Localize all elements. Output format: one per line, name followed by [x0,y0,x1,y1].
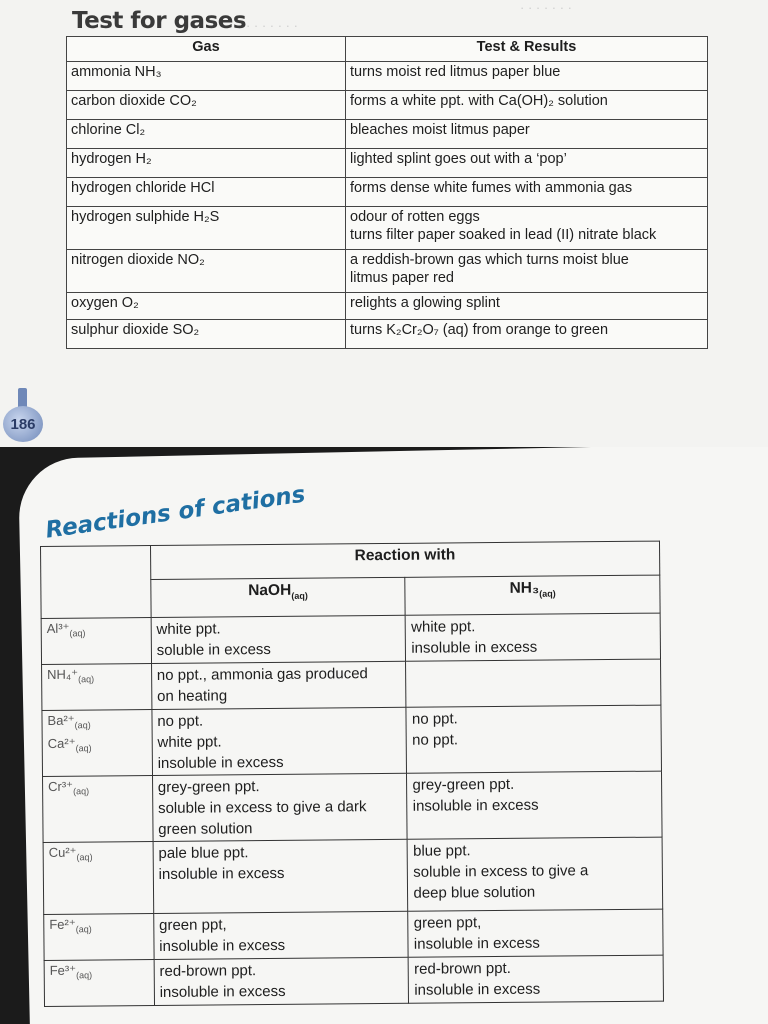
column-header-test: Test & Results [346,37,708,62]
reaction-line: grey-green ppt. [412,775,515,794]
reaction-line: blue ppt. [413,842,471,860]
reaction-line: insoluble in excess [414,980,541,999]
page-number: 186 [10,416,36,433]
reaction-line: pale blue ppt. [158,844,249,862]
table-row [41,613,660,664]
test-result-line: relights a glowing splint [350,295,500,311]
ion-label [50,961,149,984]
column-header-nh3 [405,575,660,615]
reaction-line: red-brown ppt. [159,962,257,980]
test-result-line: odour of rotten eggs [350,209,480,225]
test-result-cell [346,149,708,178]
ion-state: (aq) [69,628,86,639]
table-row [67,91,708,120]
reaction-line: white ppt. [156,620,221,638]
naoh-state: (aq) [291,590,308,601]
test-result-line: turns filter paper soaked in lead (II) nitrate black [350,227,657,243]
test-result-cell [346,178,708,207]
ion-cell [43,842,153,915]
ion-cell [44,960,154,1007]
ion-symbol: Ba²⁺ [47,712,75,728]
reaction-line: soluble in excess to give a dark [157,798,367,817]
reaction-line: no ppt., ammonia gas produced [156,665,368,684]
naoh-reaction-cell [152,707,407,775]
reaction-line: insoluble in excess [159,936,286,955]
reaction-line: soluble in excess [156,640,271,659]
test-result-line: bleaches moist litmus paper [350,122,530,138]
bleed-through-text: · · · · · · · [520,0,572,15]
table-row [43,837,663,914]
ion-symbol: Fe³⁺ [49,962,77,978]
reaction-line: insoluble in excess [411,638,538,657]
cation-table-body [41,613,663,1006]
gas-table-body [67,62,708,349]
gas-name-cell: nitrogen dioxide NO₂ [67,250,346,293]
test-result-cell [346,91,708,120]
ion-state: (aq) [76,852,93,863]
reaction-line: soluble in excess to give a [413,862,589,881]
naoh-label: NaOH [248,581,292,600]
table-row [42,705,662,776]
column-header-naoh [151,577,406,617]
table-row [42,659,661,710]
ion-label [47,665,146,688]
nh3-reaction-cell [407,837,662,911]
gas-test-table [66,36,708,349]
naoh-reaction-cell [153,839,408,913]
reaction-line: on heating [156,687,228,705]
nh3-reaction-cell [406,613,661,661]
reaction-line: grey-green ppt. [157,778,260,796]
gas-name-cell: hydrogen sulphide H₂S [67,207,346,250]
ion-state: (aq) [75,924,92,935]
ion-symbol: Cr³⁺ [48,778,74,794]
reaction-line: insoluble in excess [157,753,284,772]
table-row [67,62,708,91]
table-row [67,320,708,349]
gas-name-cell: chlorine Cl₂ [67,120,346,149]
ion-cell [41,618,151,665]
ion-label [48,777,147,800]
table-row [44,955,663,1006]
nh3-label: NH₃ [509,579,540,597]
table-row [67,120,708,149]
ion-cell [43,776,153,843]
reaction-line: insoluble in excess [413,934,540,953]
page-number-badge [3,388,45,443]
gas-name-cell: hydrogen chloride HCl [67,178,346,207]
test-result-cell [346,207,708,250]
nh3-reaction-cell [409,955,664,1003]
reaction-line: no ppt. [412,731,459,749]
ion-symbol: Cu²⁺ [48,844,77,860]
test-result-line: a reddish-brown gas which turns moist blue [350,252,629,268]
table-row [67,293,708,320]
test-result-cell [346,293,708,320]
reaction-line: insoluble in excess [412,796,539,815]
ion-cell [42,664,152,711]
ion-symbol: NH₄⁺ [47,666,79,682]
ion-cell [44,914,154,961]
test-result-line: litmus paper red [350,270,454,286]
reaction-line: green ppt, [158,916,227,934]
naoh-reaction-cell [151,661,406,709]
ion-state: (aq) [78,674,95,685]
ion-label [47,619,146,642]
naoh-reaction-cell [154,957,409,1005]
reaction-line: deep blue solution [413,883,536,902]
reaction-line: green ppt, [413,914,482,932]
bleed-through-text: · · · · · · · · [238,18,298,33]
ion-state: (aq) [73,786,90,797]
table-row [67,149,708,178]
reaction-line: no ppt. [157,712,204,730]
ion-label [48,734,147,757]
table-row [44,909,663,960]
gas-name-cell: ammonia NH₃ [67,62,346,91]
ion-label [49,915,148,938]
cation-reactions-table [40,541,664,1007]
nh3-reaction-cell [408,909,663,957]
naoh-reaction-cell [151,615,406,663]
gas-name-cell: hydrogen H₂ [67,149,346,178]
section-title: Reactions of cations [44,481,307,544]
ion-label [49,843,148,866]
nh3-reaction-cell [406,659,661,707]
reaction-line: insoluble in excess [158,864,285,883]
ion-header-cell [41,546,151,619]
column-header-gas: Gas [67,37,346,62]
table-row [67,178,708,207]
reaction-line: insoluble in excess [159,982,286,1001]
test-result-cell [346,120,708,149]
ion-state: (aq) [74,720,91,731]
test-result-line: forms dense white fumes with ammonia gas [350,180,633,196]
gas-name-cell: sulphur dioxide SO₂ [67,320,346,349]
ion-cell [42,710,152,777]
top-page [0,0,768,447]
table-row [43,771,663,842]
reaction-line: green solution [158,820,253,838]
test-result-line: turns moist red litmus paper blue [350,64,561,80]
ion-label [47,711,146,734]
test-result-cell [346,320,708,349]
test-result-cell [346,250,708,293]
page-title: Test for gases [72,8,247,34]
test-result-cell [346,62,708,91]
nh3-reaction-cell [407,771,662,839]
gas-name-cell: carbon dioxide CO₂ [67,91,346,120]
table-row [67,207,708,250]
naoh-reaction-cell [152,773,407,841]
column-group-header: Reaction with [150,541,660,579]
ion-symbol: Fe²⁺ [49,916,76,932]
ion-state: (aq) [76,970,93,981]
reaction-line: no ppt. [411,710,458,728]
reaction-line: white ppt. [157,733,222,751]
gas-name-cell: oxygen O₂ [67,293,346,320]
table-row [67,250,708,293]
test-result-line: lighted splint goes out with a ‘pop’ [350,151,567,167]
naoh-reaction-cell [153,911,408,959]
ion-state: (aq) [75,742,92,753]
ion-symbol: Ca²⁺ [47,735,76,751]
reaction-line: white ppt. [411,618,476,636]
nh3-state: (aq) [539,588,556,599]
ion-symbol: Al³⁺ [46,620,70,636]
test-result-line: forms a white ppt. with Ca(OH)₂ solution [350,93,608,109]
test-result-line: turns K₂Cr₂O₇ (aq) from orange to green [350,322,609,338]
reaction-line: red-brown ppt. [414,959,511,978]
nh3-reaction-cell [406,705,661,773]
